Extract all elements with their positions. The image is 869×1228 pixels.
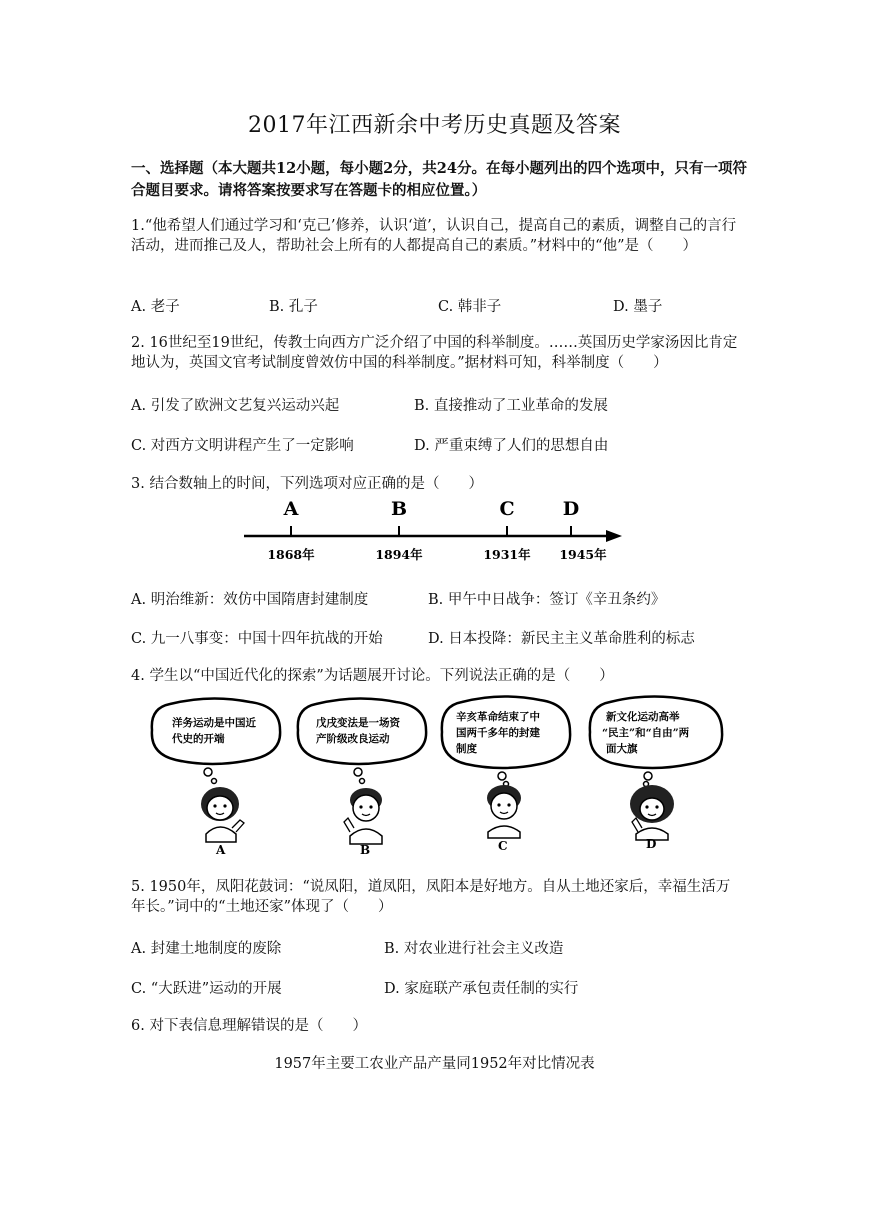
bubble-a-line1: 洋务运动是中国近	[172, 717, 256, 729]
q3-option-a: A. 明治维新：效仿中国隋唐封建制度	[131, 592, 369, 608]
timeline-year-1945: 1945年	[559, 547, 607, 562]
timeline-year-1894: 1894年	[375, 547, 423, 562]
bubble-c-line1: 辛亥革命结束了中	[456, 711, 540, 723]
student-b-figure	[344, 788, 382, 844]
q3-option-b: B. 甲午中日战争：签订《辛丑条约》	[428, 592, 666, 608]
bubble-d-line3: 面大旗	[606, 743, 638, 755]
timeline-arrowhead	[606, 530, 622, 542]
page-title: 2017年江西新余中考历史真题及答案	[248, 113, 621, 138]
q3-option-c: C. 九一八事变：中国十四年抗战的开始	[131, 631, 383, 647]
timeline-year-1931: 1931年	[483, 547, 531, 562]
student-a-label: A	[216, 843, 226, 857]
timeline-letter-a: A	[283, 498, 299, 520]
q5-option-b: B. 对农业进行社会主义改造	[384, 941, 564, 957]
bubble-a	[152, 698, 280, 857]
cartoon-figure	[140, 692, 740, 858]
bubble-a-tail-2	[212, 779, 217, 784]
bubble-b-cloud	[298, 698, 426, 764]
q1-option-a: A. 老子	[131, 299, 180, 315]
bubble-c	[442, 696, 570, 853]
student-c-label: C	[498, 839, 508, 853]
bubble-b-line2: 产阶级改良运动	[316, 733, 390, 745]
table-caption: 1957年主要工农业产品产量同1952年对比情况表	[274, 1056, 595, 1072]
question-4-text: 4. 学生以“中国近代化的探索”为话题展开讨论。下列说法正确的是（ ）	[131, 668, 614, 684]
timeline-letter-c: C	[499, 498, 515, 520]
q2-option-d: D. 严重束缚了人们的思想自由	[414, 438, 609, 454]
question-1-text: 1.“他希望人们通过学习和‘克己’修养，认识‘道’，认识自己，提高自己的素质，调整自己的言行活动，进而推己及人，帮助社会上所有的人都提高自己的素质。”材料中的“他”是（ ）	[131, 218, 737, 254]
bubble-c-line2: 国两千多年的封建	[456, 727, 540, 739]
student-c-figure	[487, 785, 521, 838]
bubble-d-line1: 新文化运动高举	[606, 711, 680, 723]
q3-option-d: D. 日本投降：新民主主义革命胜利的标志	[428, 631, 695, 647]
question-3-text: 3. 结合数轴上的时间，下列选项对应正确的是（ ）	[131, 476, 483, 492]
section-header: 一、选择题（本大题共12小题，每小题2分，共24分。在每小题列出的四个选项中，只有一项符合题目要求。请将答案按要求写在答题卡的相应位置。）	[131, 160, 747, 199]
student-d-label: D	[646, 837, 657, 851]
bubble-b	[298, 698, 426, 857]
student-a-figure	[201, 787, 244, 842]
q5-option-d: D. 家庭联产承包责任制的实行	[384, 981, 579, 997]
q2-option-c: C. 对西方文明讲程产生了一定影响	[131, 438, 354, 454]
bubble-b-line1: 戊戌变法是一场资	[316, 717, 400, 729]
q1-option-b: B. 孔子	[269, 299, 318, 315]
q1-option-c: C. 韩非子	[438, 299, 502, 315]
bubble-b-tail-1	[354, 768, 362, 776]
bubble-a-tail-1	[204, 768, 212, 776]
question-6-text: 6. 对下表信息理解错误的是（ ）	[131, 1018, 367, 1034]
bubble-a-cloud	[152, 698, 280, 764]
q2-option-a: A. 引发了欧洲文艺复兴运动兴起	[131, 398, 340, 414]
q5-option-a: A. 封建土地制度的废除	[131, 941, 282, 957]
question-2-text: 2. 16世纪至19世纪，传教士向西方广泛介绍了中国的科举制度。……英国历史学家汤因比肯定地认为，英国文官考试制度曾效仿中国的科举制度。”据材料可知，科举制度（ ）	[131, 335, 738, 371]
bubble-d-tail-1	[644, 772, 652, 780]
q5-option-c: C. “大跃进”运动的开展	[131, 981, 282, 997]
timeline-letter-b: B	[390, 498, 408, 520]
question-5-text: 5. 1950年，凤阳花鼓词：“说凤阳，道凤阳，凤阳本是好地方。自从土地还家后，幸福生活万年长。”词中的“土地还家”体现了（ ）	[131, 879, 731, 915]
q2-option-b: B. 直接推动了工业革命的发展	[414, 398, 608, 414]
bubble-a-line2: 代史的开端	[172, 733, 225, 745]
timeline-figure	[240, 494, 630, 566]
timeline-year-1868: 1868年	[267, 547, 315, 562]
bubble-b-tail-2	[360, 779, 365, 784]
bubble-c-tail-1	[498, 772, 506, 780]
q1-option-d: D. 墨子	[613, 299, 663, 315]
bubble-d	[590, 696, 722, 851]
bubble-c-line3: 制度	[456, 743, 477, 755]
student-b-label: B	[360, 843, 371, 857]
student-d-figure	[630, 785, 674, 840]
timeline-letter-d: D	[562, 498, 580, 520]
bubble-d-line2: “民主”和“自由”两	[602, 727, 690, 739]
